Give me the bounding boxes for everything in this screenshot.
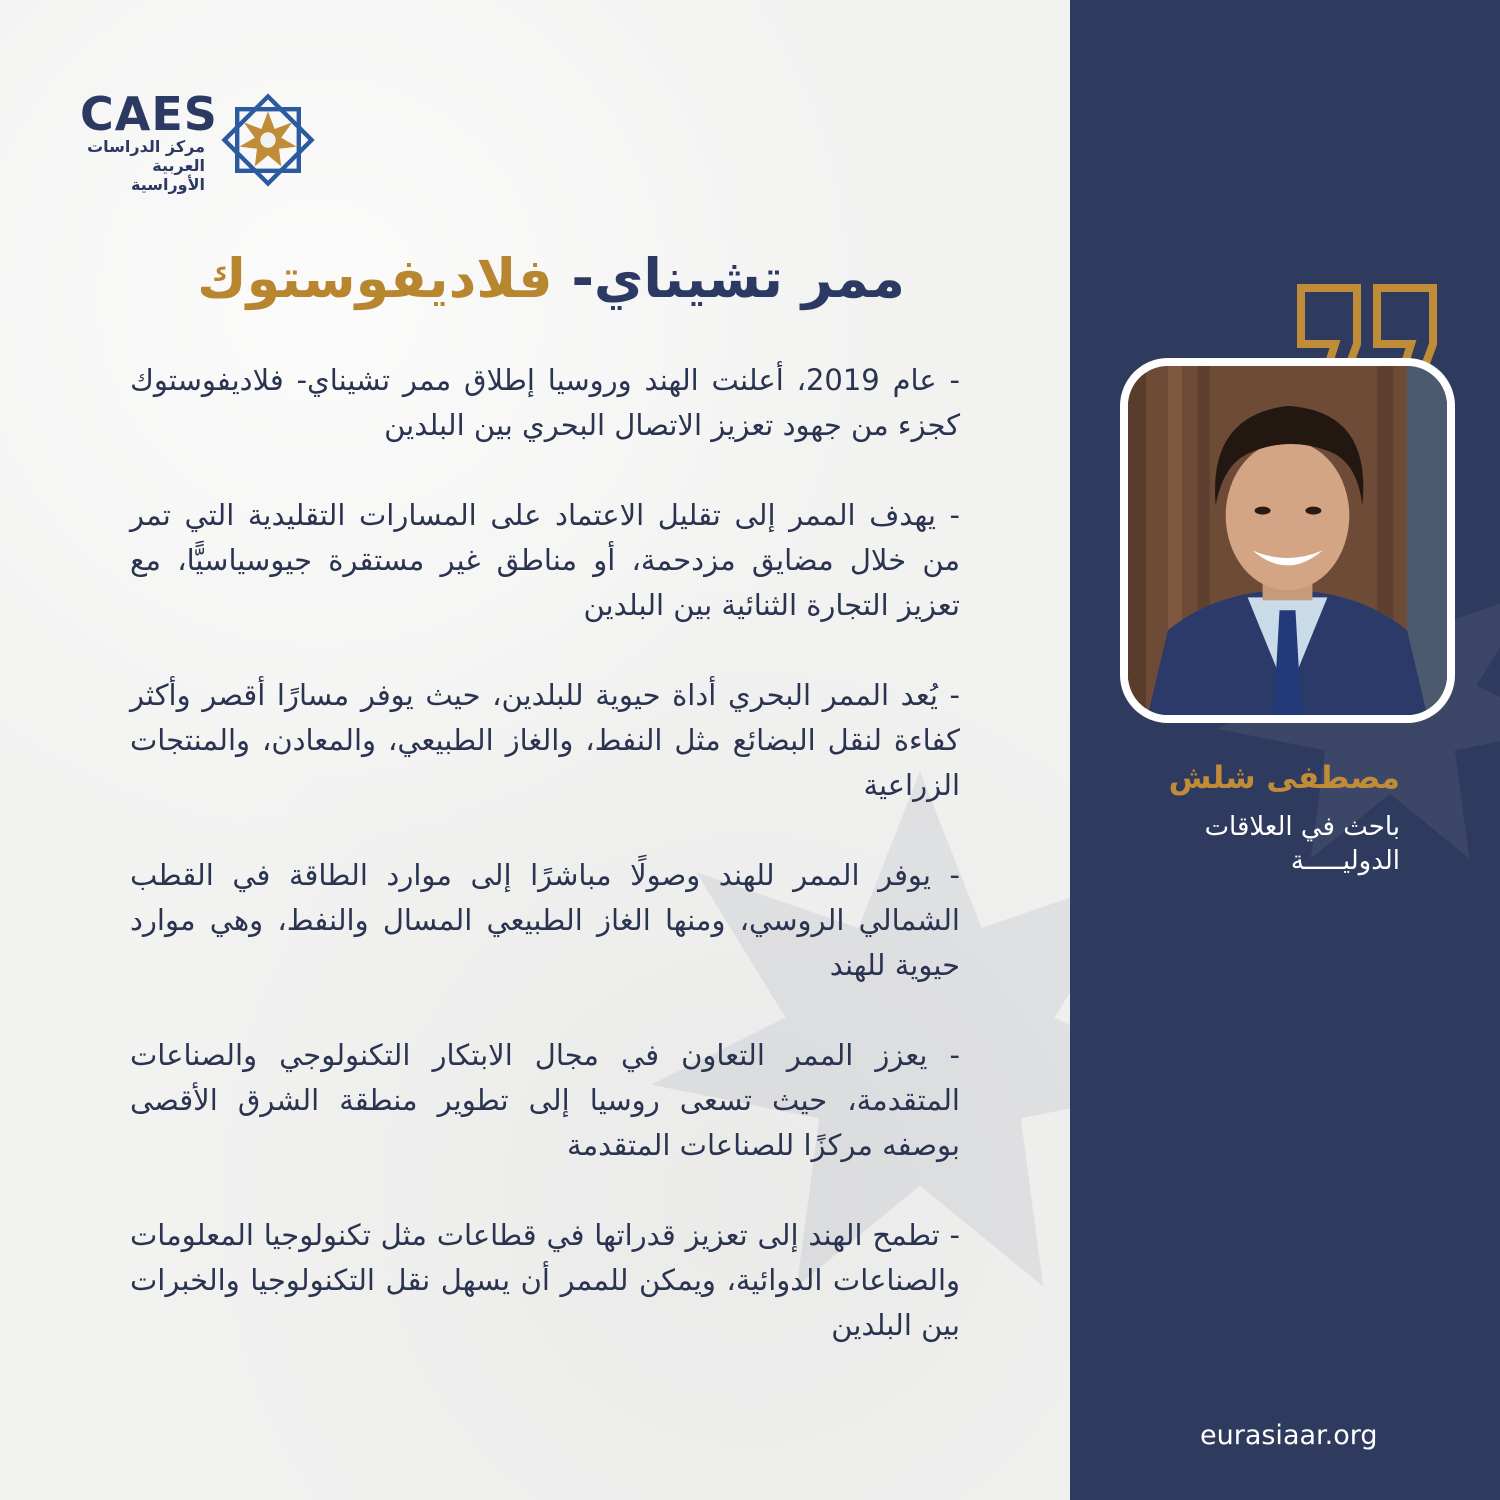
eight-point-star-logo-icon — [213, 85, 323, 195]
paragraph-3: - يُعد الممر البحري أداة حيوية للبلدين، حيث يوفر مسارًا أقصر وأكثر كفاءة لنقل البضائع مثل النفط، والغاز الطبيعي، والمعادن، والمنتجات الزراعية — [130, 678, 960, 802]
logo-text — [80, 87, 218, 194]
author-sidebar — [1070, 0, 1500, 1500]
logo-abbreviation: CAES — [80, 87, 218, 141]
title-part-2: فلاديفوستوك — [197, 247, 553, 310]
paragraph-1: - عام 2019، أعلنت الهند وروسيا إطلاق ممر تشيناي- فلاديفوستوك كجزء من جهود تعزيز الاتصال البحري بين البلدين — [130, 363, 960, 442]
title-part-1: ممر تشيناي- — [571, 247, 905, 310]
caes-logo[interactable] — [80, 85, 340, 195]
logo-arabic-line-2: العربية الأوراسية — [130, 156, 205, 194]
author-name: مصطفى شلش — [1168, 760, 1400, 796]
logo-arabic-line-1: مركز الدراسات — [87, 137, 205, 156]
page-title — [197, 244, 905, 314]
paragraph-6: - تطمح الهند إلى تعزيز قدراتها في قطاعات مثل تكنولوجيا المعلومات والصناعات الدوائية، ويمكن للممر أن يسهل نقل التكنولوجيا والخبرات بين البلدين — [130, 1218, 960, 1342]
paragraph-2: - يهدف الممر إلى تقليل الاعتماد على المسارات التقليدية التي تمر من خلال مضايق مزدحمة، أو مناطق غير مستقرة جيوسياسيًّا، مع تعزيز التجارة الثنائية بين البلدين — [130, 498, 960, 622]
paragraph-5: - يعزز الممر التعاون في مجال الابتكار التكنولوجي والصناعات المتقدمة، حيث تسعى روسيا إلى تطوير منطقة الشرق الأقصى بوصفه مركزًا للصناعات المتقدمة — [130, 1038, 960, 1162]
author-role — [1130, 810, 1400, 878]
article-body — [130, 358, 960, 1393]
author-portrait — [1128, 366, 1447, 715]
portrait-illustration — [1128, 366, 1447, 715]
website-link[interactable]: eurasiaar.org — [1200, 1420, 1378, 1451]
author-role-line-2: الدوليـــــة — [1290, 846, 1400, 876]
author-photo-frame — [1120, 358, 1455, 723]
paragraph-4: - يوفر الممر للهند وصولًا مباشرًا إلى موارد الطاقة في القطب الشمالي الروسي، ومنها الغاز الطبيعي المسال والنفط، وهي موارد حيوية للهند — [130, 858, 960, 982]
author-role-line-1: باحث في العلاقات — [1204, 812, 1400, 842]
